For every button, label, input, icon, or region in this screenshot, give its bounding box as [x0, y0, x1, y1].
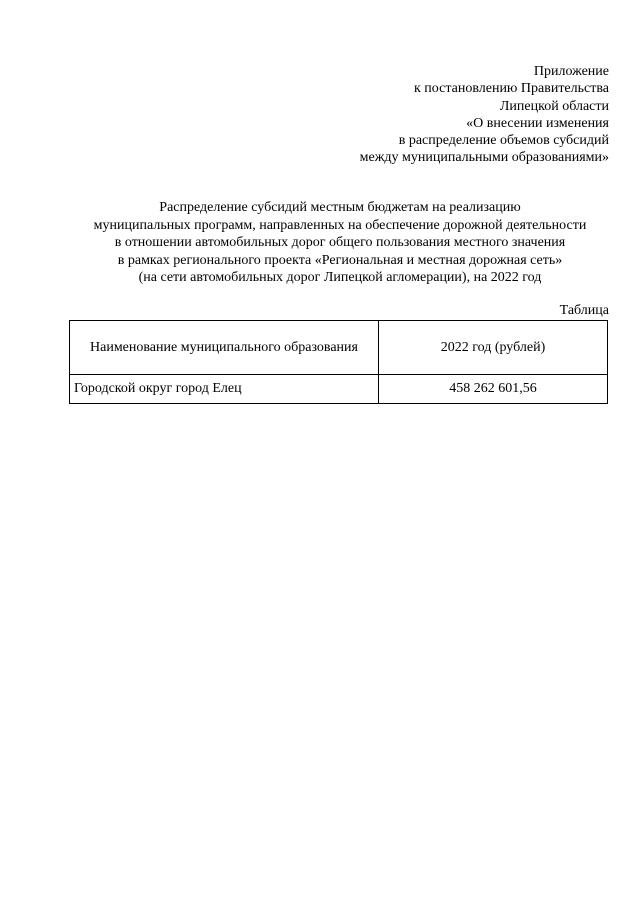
appendix-block [289, 63, 609, 167]
subsidy-table [69, 320, 608, 404]
appendix-line: к постановлению Правительства [413, 81, 609, 97]
appendix-line: «О внесении изменения [466, 115, 609, 131]
title-line: муниципальных программ, направленных на обеспечение дорожной деятельности [93, 217, 587, 233]
table-row [70, 375, 608, 404]
title-line: Распределение субсидий местным бюджетам на реализацию [159, 200, 521, 215]
appendix-line: Липецкой области [499, 98, 609, 114]
cell-municipality: Городской округ город Елец [70, 375, 379, 404]
appendix-line: в распределение объемов субсидий [398, 133, 609, 149]
table-header-row [70, 321, 608, 375]
title-line: (на сети автомобильных дорог Липецкой агломерации), на 2022 год [138, 270, 542, 285]
cell-amount: 458 262 601,56 [379, 375, 608, 404]
header-municipality: Наименование муниципального образования [70, 321, 379, 375]
title-line: в отношении автомобильных дорог общего пользования местного значения [114, 235, 566, 250]
table-caption: Таблица [559, 303, 609, 318]
title-line: в рамках регионального проекта «Региональная и местная дорожная сеть» [117, 252, 563, 268]
appendix-line: между муниципальными образованиями» [359, 150, 609, 166]
document-title [40, 199, 640, 287]
header-amount: 2022 год (рублей) [379, 321, 608, 375]
appendix-line: Приложение [533, 64, 609, 79]
